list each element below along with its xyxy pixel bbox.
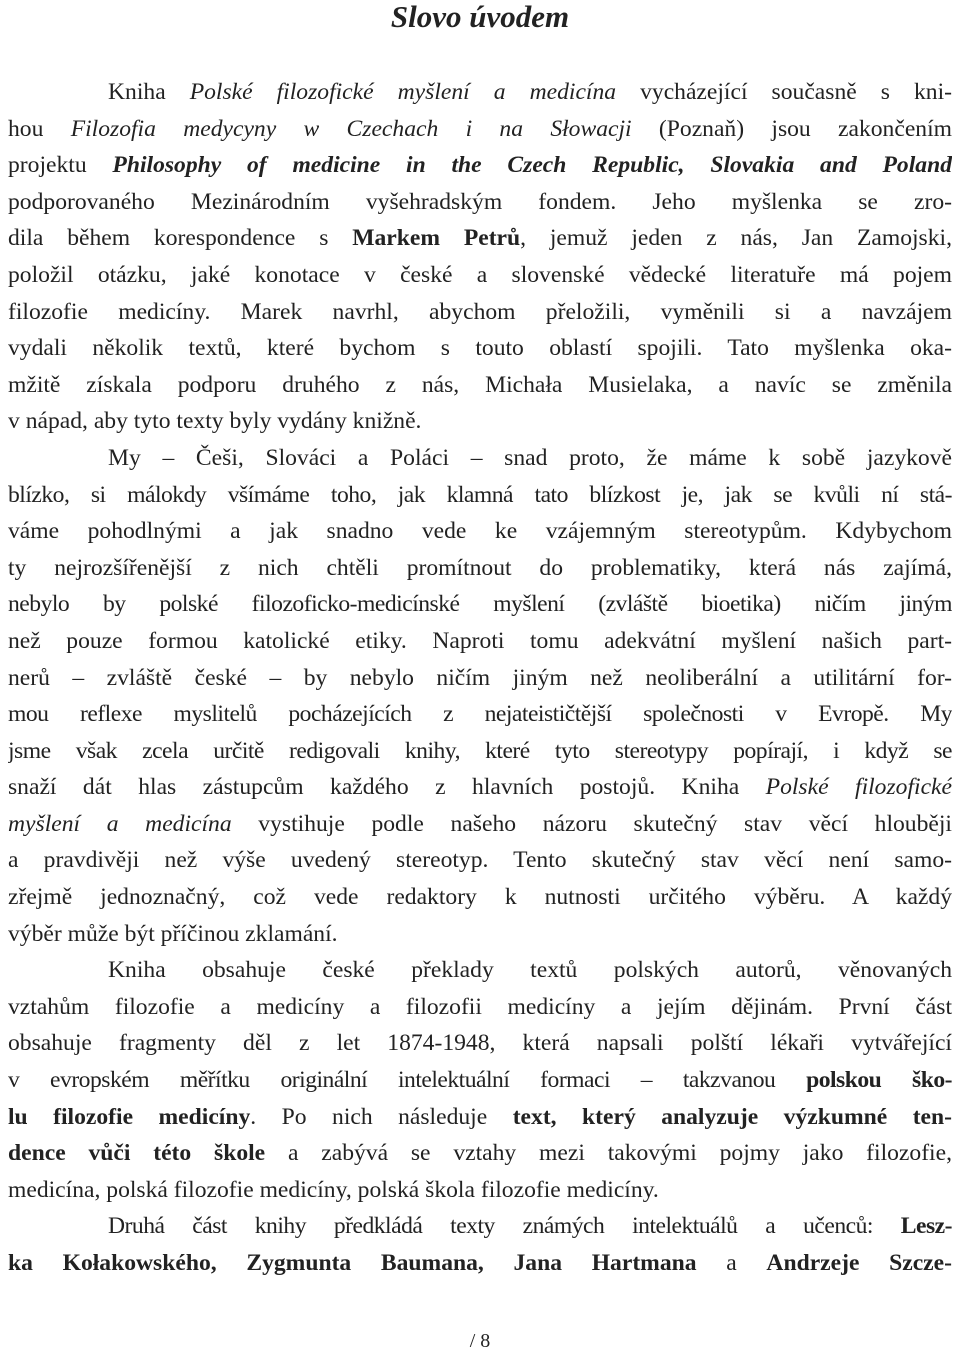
- text-segment: nebylo by polské filozoficko-medicínské myšlení (zvláště bioetika) ničím jiným: [8, 591, 952, 618]
- text-line: [8, 916, 952, 953]
- text-segment: podporovaného Mezinárodním vyšehradským fondem. Jeho myšlenka se zro-: [8, 188, 952, 215]
- text-segment: vystihuje podle našeho názoru skutečný stav věcí hlouběji: [231, 810, 952, 837]
- text-line: [8, 1099, 952, 1136]
- text-line: [8, 660, 952, 697]
- text-segment: My – Češi, Slováci a Poláci – snad proto, že máme k sobě jazykově: [108, 444, 952, 471]
- text-segment: položil otázku, jaké konotace v české a slovenské vědecké literatuře má pojem: [8, 261, 952, 288]
- text-segment: v evropském měřítku originální intelektuální formaci – takzvanou: [8, 1067, 807, 1094]
- text-segment: a zabývá se vztahy mezi takovými pojmy jako filozofie,: [265, 1140, 952, 1167]
- document-page: [8, 0, 952, 1355]
- text-line: [8, 1208, 952, 1245]
- text-line: [8, 842, 952, 879]
- text-segment: blízko, si málokdy všímáme toho, jak klamná tato blízkost je, jak se kvůli ní stá-: [8, 481, 952, 508]
- text-segment: Markem Petrů: [352, 225, 521, 252]
- text-line: [8, 184, 952, 221]
- text-segment: nerů – zvláště české – by nebylo ničím jiným než neoliberální a utilitární for-: [8, 664, 952, 691]
- text-segment: filozofie medicíny. Marek navrhl, abychom přeložili, vyměnili si a navzájem: [8, 298, 952, 325]
- text-line: [8, 477, 952, 514]
- text-segment: dila během korespondence s: [8, 225, 353, 252]
- text-segment: Lesz-: [900, 1213, 952, 1240]
- text-line: [8, 989, 952, 1026]
- text-segment: zřejmě jednoznačný, což vede redaktory k nutnosti určitého výběru. A každý: [8, 884, 952, 911]
- text-segment: Filozofia medycyny w Czechach i na Słowacji: [70, 115, 632, 142]
- text-segment: mou reflexe myslitelů pocházejících z nejateističtější společnosti v Evropě. My: [8, 701, 952, 728]
- text-segment: myšlení a medicína: [8, 810, 232, 837]
- text-line: [8, 257, 952, 294]
- text-line: [8, 623, 952, 660]
- page-number: / 8: [469, 1330, 491, 1352]
- text-segment: Druhá část knihy předkládá texty známých intelektuálů a učenců:: [108, 1213, 901, 1240]
- text-line: [8, 111, 952, 148]
- text-line: [8, 806, 952, 843]
- text-line: [8, 440, 952, 477]
- text-segment: Polské filozofické myšlení a medicína: [189, 79, 617, 105]
- text-segment: Kniha obsahuje české překlady textů polských autorů, věnovaných: [108, 957, 952, 984]
- text-segment: vztahům filozofie a medicíny a filozofii medicíny a jejím dějinám. První část: [8, 993, 952, 1020]
- text-segment: ka Kołakowského, Zygmunta Baumana, Jana Hartmana: [8, 1250, 697, 1276]
- text-line: [8, 879, 952, 916]
- text-segment: dence vůči této škole: [8, 1140, 266, 1167]
- text-line: [8, 769, 952, 806]
- text-line: [8, 550, 952, 587]
- text-segment: váme pohodlnými a jak snadno vede ke vzájemným stereotypům. Kdybychom: [8, 518, 952, 545]
- text-line: [8, 294, 952, 331]
- text-segment: mžitě získala podporu druhého z nás, Michała Musielaka, a navíc se změnila: [8, 371, 952, 398]
- text-segment: . Po nich následuje: [250, 1103, 513, 1130]
- text-segment: projektu: [8, 152, 113, 179]
- text-line: [8, 220, 952, 257]
- text-line: [8, 403, 952, 440]
- text-segment: hou: [8, 115, 71, 142]
- text-segment: Kniha: [108, 79, 190, 105]
- text-segment: Andrzeje Szcze-: [766, 1250, 952, 1276]
- text-segment: , jemuž jeden z nás, Jan Zamojski,: [520, 225, 952, 252]
- text-segment: a: [696, 1250, 767, 1276]
- text-line: [8, 1245, 952, 1282]
- text-line: [8, 952, 952, 989]
- text-line: [8, 513, 952, 550]
- text-line: [8, 367, 952, 404]
- text-line: [8, 74, 952, 111]
- page-title: Slovo úvodem: [390, 0, 570, 34]
- text-segment: text, který analyzuje výzkumné ten-: [512, 1103, 952, 1130]
- text-segment: výběr může být příčinou zklamání.: [8, 920, 338, 947]
- text-line: [8, 1025, 952, 1062]
- text-segment: ty nejrozšířenější z nich chtěli promítnout do problematiky, která nás zajímá,: [8, 554, 952, 581]
- text-line: [8, 330, 952, 367]
- text-segment: snaží dát hlas zástupcům každého z hlavních postojů. Kniha: [8, 774, 766, 801]
- text-line: [8, 586, 952, 623]
- text-segment: polskou ško-: [806, 1067, 952, 1094]
- text-segment: a pravdivěji než výše uvedený stereotyp. Tento skutečný stav věcí není samo-: [8, 847, 952, 874]
- text-segment: medicína, polská filozofie medicíny, polská škola filozofie medicíny.: [8, 1176, 659, 1203]
- text-segment: lu filozofie medicíny: [8, 1103, 251, 1130]
- text-segment: jsme však zcela určitě redigovali knihy, které tyto stereotypy popírají, i když se: [8, 737, 952, 764]
- text-segment: Philosophy of medicine in the Czech Republic, Slovakia and Poland: [112, 152, 952, 179]
- body-text: [8, 74, 952, 1282]
- text-line: [8, 733, 952, 770]
- text-segment: Polské filozofické: [765, 774, 952, 801]
- text-line: [8, 1172, 952, 1209]
- text-segment: obsahuje fragmenty děl z let 1874-1948, která napsali polští lékaři vytvářející: [8, 1030, 952, 1057]
- text-segment: vycházející současně s kni-: [616, 79, 952, 105]
- text-line: [8, 147, 952, 184]
- text-line: [8, 1062, 952, 1099]
- text-segment: vydali několik textů, které bychom s touto oblastí spojili. Tato myšlenka oka-: [8, 335, 952, 362]
- text-line: [8, 1135, 952, 1172]
- text-segment: v nápad, aby tyto texty byly vydány knižně.: [8, 408, 422, 435]
- text-segment: (Poznaň) jsou zakončením: [631, 115, 952, 142]
- text-segment: než pouze formou katolické etiky. Naproti tomu adekvátní myšlení našich part-: [8, 627, 952, 654]
- text-line: [8, 696, 952, 733]
